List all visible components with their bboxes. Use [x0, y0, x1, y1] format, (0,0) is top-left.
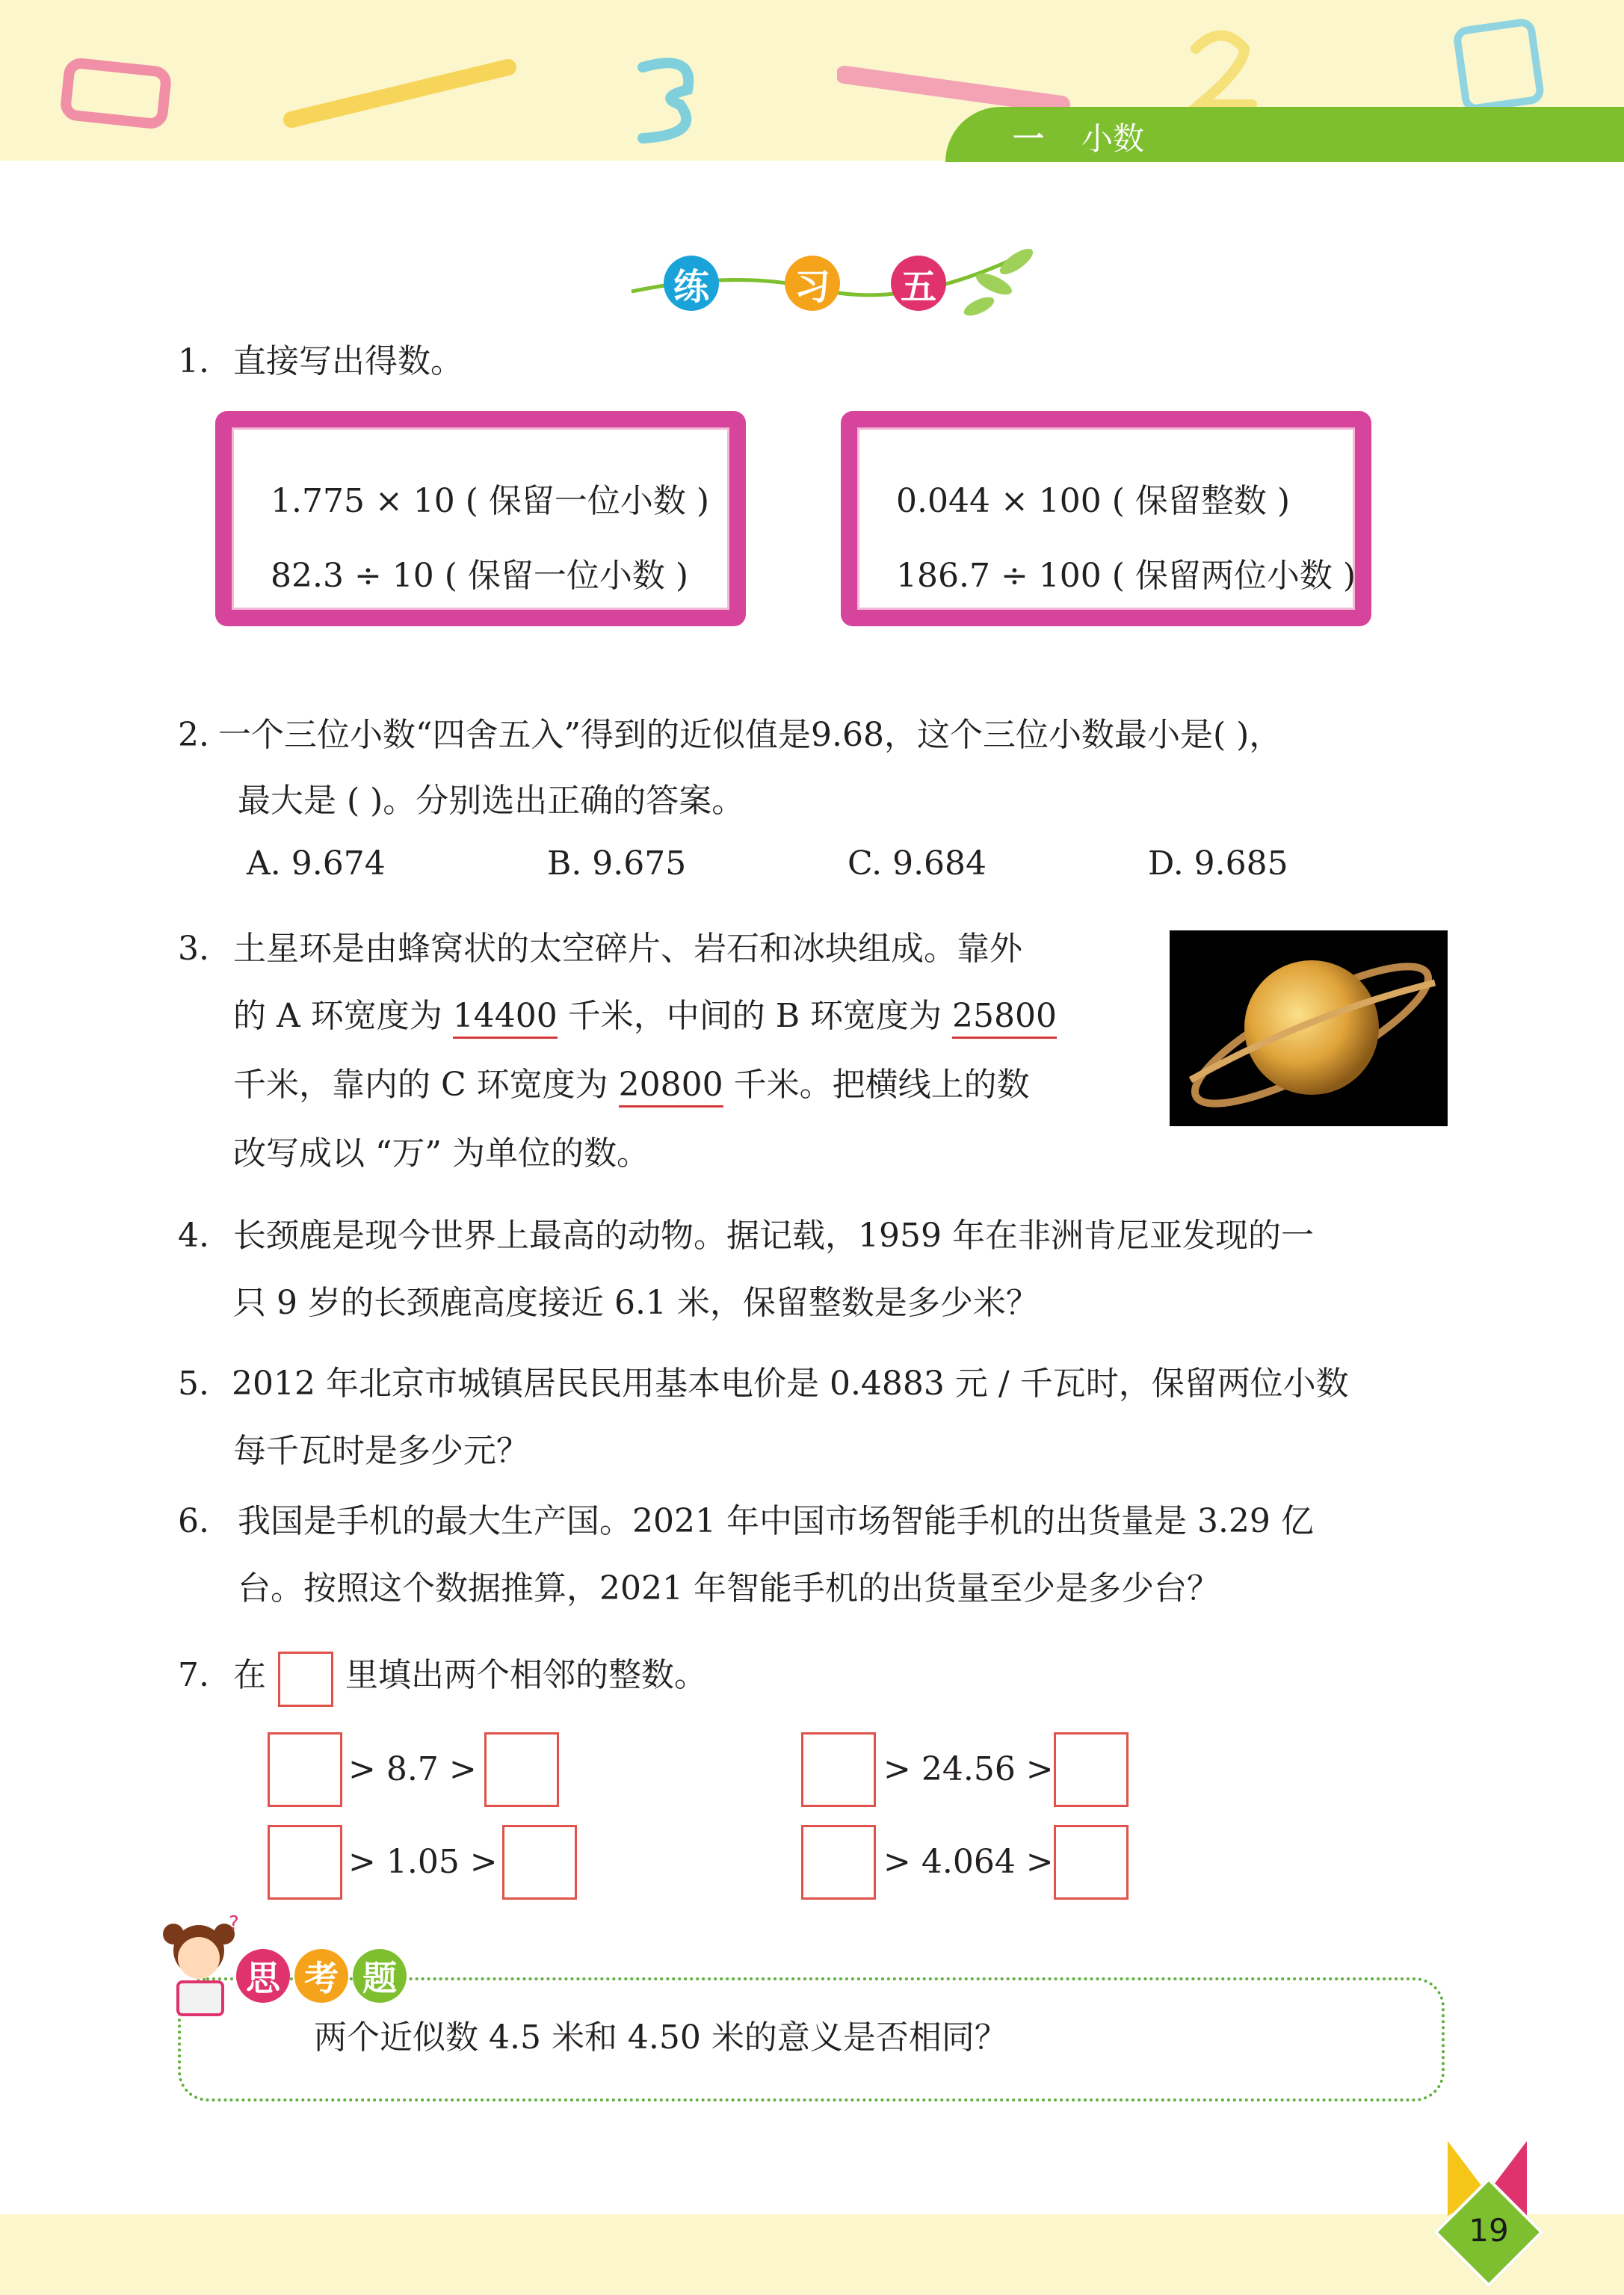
footer-band: [0, 2214, 1624, 2295]
section-heading: [628, 239, 1046, 329]
q1-text: 直接写出得数。: [233, 342, 463, 380]
q3-line-4: 改写成以 “万” 为单位的数。: [233, 1134, 649, 1173]
q2-number: 2.: [178, 716, 209, 754]
q6-line-1: 我国是手机的最大生产国。2021 年中国市场智能手机的出货量是 3.29 亿: [238, 1502, 1314, 1540]
heading-char-3: 五: [891, 256, 946, 311]
q4-line-1: 长颈鹿是现今世界上最高的动物。据记载，1959 年在非洲肯尼亚发现的一: [233, 1217, 1314, 1255]
heading-char-1: 练: [664, 256, 719, 311]
svg-text:?: ?: [229, 1913, 239, 1935]
q2-line-2: 最大是 ( )。分别选出正确的答案。: [238, 782, 745, 820]
ring-b-width: 25800: [952, 997, 1057, 1039]
q5-number: 5.: [178, 1365, 209, 1403]
q2-option-a: A. 9.674: [247, 844, 386, 883]
q5-line-2: 每千瓦时是多少元？: [233, 1432, 529, 1470]
q6-number: 6.: [178, 1502, 209, 1540]
answer-box[interactable]: [484, 1732, 559, 1807]
answer-box[interactable]: [1054, 1825, 1129, 1900]
answer-box[interactable]: [502, 1825, 577, 1900]
q2-option-c: C. 9.684: [847, 844, 987, 883]
q1-expression: 82.3 ÷ 10 ( 保留一位小数 ): [271, 557, 689, 595]
number-three-doodle: [628, 52, 710, 149]
answer-box[interactable]: [1054, 1732, 1129, 1807]
ring-a-width: 14400: [453, 997, 558, 1039]
q1-box-left: [215, 411, 746, 626]
q7-example-box: [278, 1652, 333, 1707]
think-label-char-2: 考: [294, 1949, 348, 2003]
q1-expression: 186.7 ÷ 100 ( 保留两位小数 ): [896, 557, 1356, 595]
ring-c-width: 20800: [619, 1066, 723, 1108]
chapter-title: 小数: [1081, 120, 1145, 157]
q3-number: 3.: [178, 930, 209, 968]
chapter-number: 一: [1013, 120, 1045, 157]
page-number: 19: [1469, 2212, 1509, 2249]
q4-line-2: 只 9 岁的长颈鹿高度接近 6.1 米，保留整数是多少米？: [233, 1284, 1039, 1322]
q3-text: 千米，靠内的 C 环宽度为: [233, 1066, 619, 1104]
answer-box[interactable]: [801, 1732, 876, 1807]
q7-number: 7.: [178, 1656, 209, 1694]
think-question-text: 两个近似数 4.5 米和 4.50 米的意义是否相同？: [314, 2018, 1007, 2057]
calculator-doodle: [1450, 15, 1547, 112]
q3-text: 千米，中间的 B 环宽度为: [557, 997, 952, 1035]
q5-line-1: 2012 年北京市城镇居民民用基本电价是 0.4883 元 / 千瓦时，保留两位小数: [232, 1365, 1349, 1403]
q3-text: 千米。把横线上的数: [723, 1066, 1030, 1104]
q1-expression: 0.044 × 100 ( 保留整数 ): [896, 482, 1291, 520]
q7-suffix: 里填出两个相邻的整数。: [345, 1656, 707, 1694]
heading-char-2: 习: [785, 256, 840, 311]
number-two-doodle: [1181, 22, 1263, 112]
inequality-2: > 24.56 >: [883, 1750, 1054, 1788]
ruler-doodle: [277, 37, 523, 135]
q7-prefix: 在: [233, 1656, 266, 1694]
q1-expression: 1.775 × 10 ( 保留一位小数 ): [271, 482, 710, 520]
q3-line-3: [233, 1051, 1030, 1119]
think-label-char-1: 思: [236, 1949, 290, 2003]
answer-box[interactable]: [268, 1732, 342, 1807]
q2-line-1: 一个三位小数“四舍五入”得到的近似值是9.68，这个三位小数最小是( )，: [218, 716, 1282, 754]
girl-reading-icon: [155, 1913, 245, 2025]
q2-option-b: B. 9.675: [547, 844, 687, 883]
chapter-tab: [945, 107, 1624, 162]
q3-line-1: 土星环是由蜂窝状的太空碎片、岩石和冰块组成。靠外: [233, 930, 1022, 968]
inequality-3: > 1.05 >: [348, 1843, 498, 1881]
answer-box[interactable]: [801, 1825, 876, 1900]
q1-number: 1.: [178, 342, 209, 380]
q1-box-right: [841, 411, 1371, 626]
eraser-doodle: [60, 52, 179, 135]
think-label-char-3: 题: [353, 1949, 407, 2003]
q6-line-2: 台。按照这个数据推算，2021 年智能手机的出货量至少是多少台？: [238, 1569, 1220, 1607]
q4-number: 4.: [178, 1217, 209, 1255]
answer-box[interactable]: [268, 1825, 342, 1900]
q2-option-d: D. 9.685: [1148, 844, 1288, 883]
saturn-image: [1170, 930, 1448, 1126]
inequality-1: > 8.7 >: [348, 1750, 477, 1788]
q3-text: 的 A 环宽度为: [233, 997, 453, 1035]
inequality-4: > 4.064 >: [883, 1843, 1054, 1881]
q3-line-2: [233, 982, 1057, 1051]
